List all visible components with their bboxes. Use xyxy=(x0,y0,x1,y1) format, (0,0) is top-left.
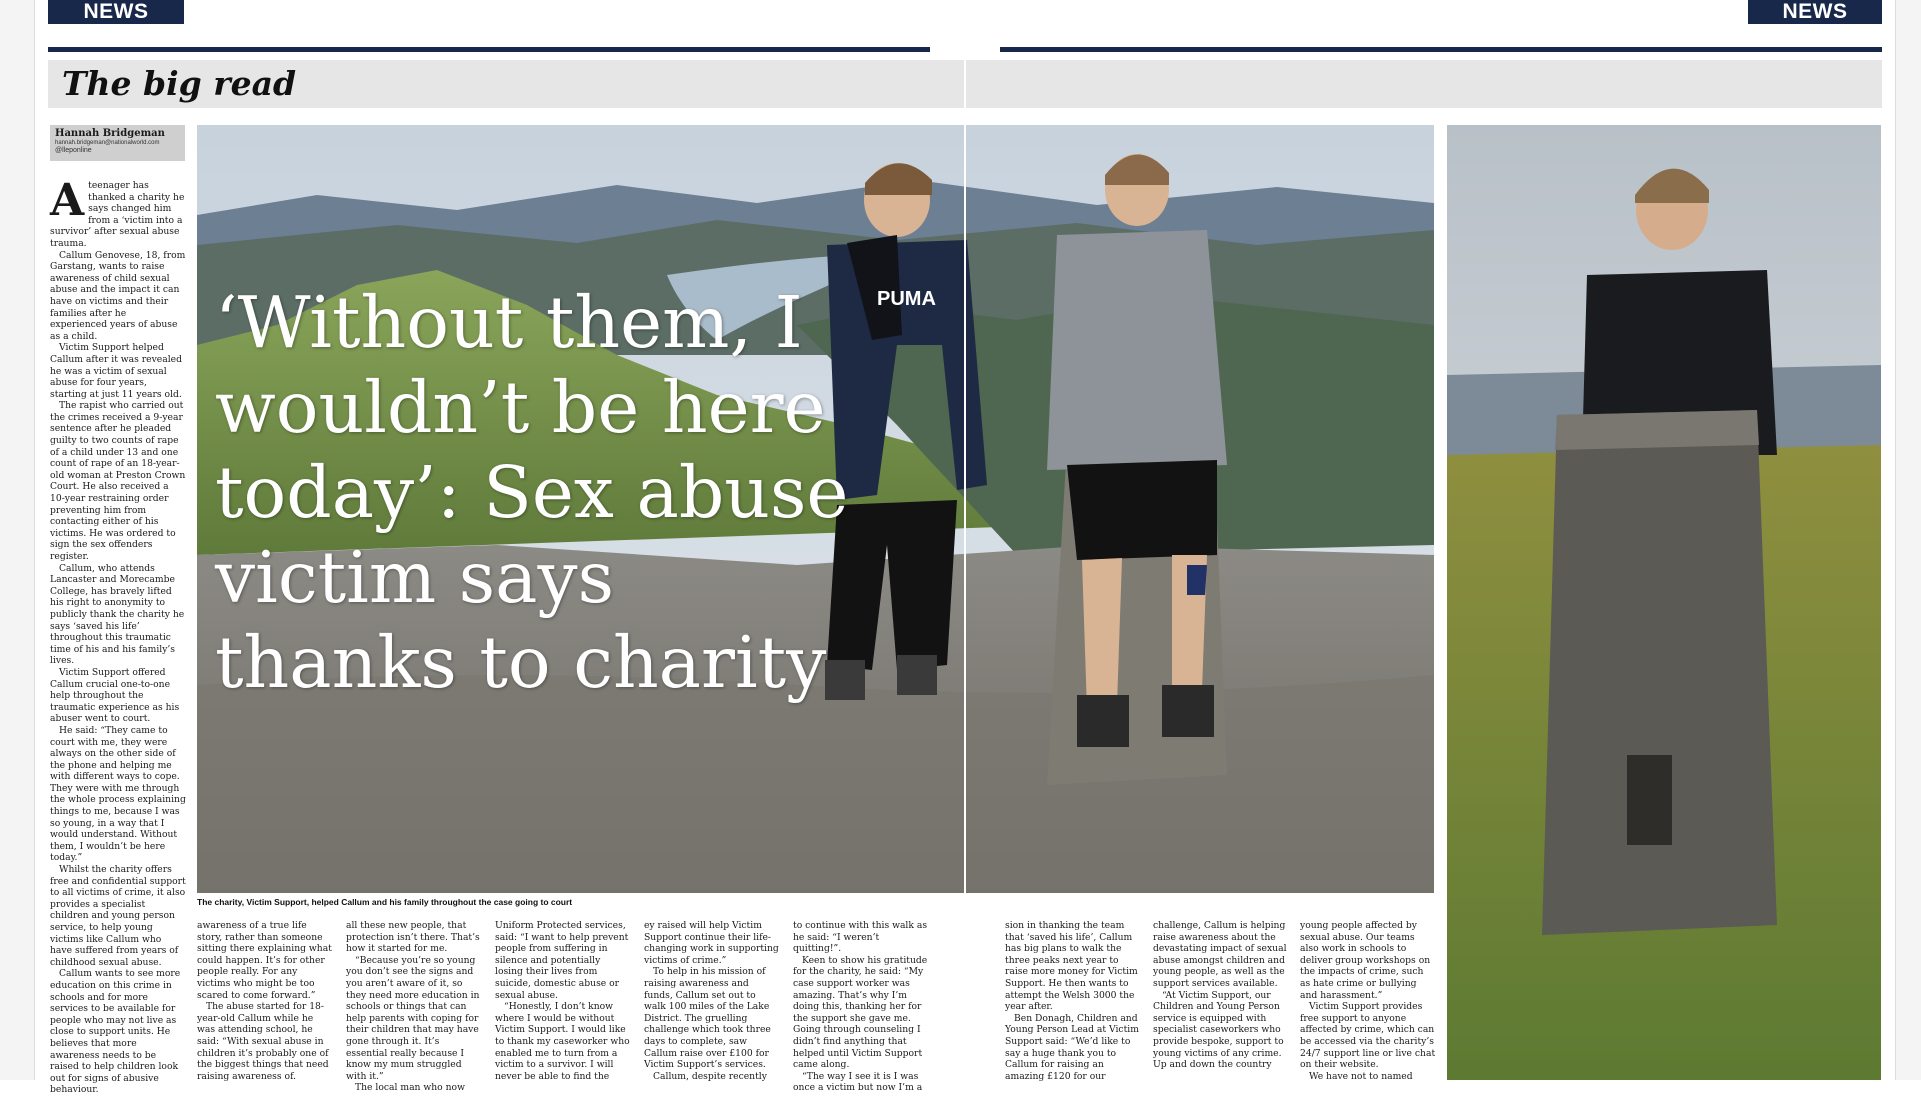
paragraph: To help in his mission of raising awareness and funds, Callum set out to walk 100 miles of the Lake District. The gruelling challenge which took three days to complete, saw Callum raise over £100 for Victim Support’s services. xyxy=(644,966,771,1071)
article-column-4 xyxy=(495,920,631,1080)
paragraph: Ben Donagh, Children and Young Person Lead at Victim Support said: “We’d like to say a huge thank you to Callum for raising an amazing £120 for our xyxy=(1005,1012,1139,1082)
paragraph: Whilst the charity offers free and confidential support to all victims of crime, it also provides a specialist children and young person service, to help young victims like Callum who have suffered from years of childhood sexual abuse. xyxy=(50,864,186,968)
byline-handle: @lleponline xyxy=(55,147,92,154)
article-column-8 xyxy=(1153,920,1289,1080)
paragraph: Callum, who attends Lancaster and Morecambe College, has bravely lifted his right to anonymity to publicly thank the charity he says ‘saved his life’ throughout this traumatic time of his and his family’s lives. xyxy=(50,562,185,667)
paragraph: “Honestly, I don’t know where I would be without Victim Support. I would like to thank my caseworker who enabled me to turn from a victim to a survivor. I will never be able to find the xyxy=(495,1001,630,1082)
spread-gutter xyxy=(964,60,966,1080)
paragraph: Keen to show his gratitude for the charity, he said: “My case support worker was amazing. That’s why I’m doing this, thanking her for the support she gave me. Going through counseling I didn’t find anything that helped until Victim Support came along. xyxy=(793,954,928,1071)
headline: ‘Without them, I wouldn’t be here today’: Sex abuse victim says thanks to charity xyxy=(215,281,849,704)
paragraph: “The way I see it is I was once a victim but now I’m a xyxy=(793,1070,923,1094)
byline xyxy=(50,125,185,161)
paragraph: “Because you’re so young you don’t see the signs and you aren’t aware of it, so they need more education in schools or things that can help parents with coping for their children that may have gone through it. It’s essential really because I know my mum struggled with it.” xyxy=(346,954,480,1082)
byline-name: Hannah Bridgeman xyxy=(55,128,165,139)
article-column-5 xyxy=(644,920,780,1080)
paragraph: awareness of a true life story, rather than someone sitting there explaining what could happen. It’s for other people really. For any victims who might be too scared to come forward.” xyxy=(197,920,332,1001)
page-edge-right xyxy=(1895,0,1921,1080)
intro-text: teenager has thanked a charity he says changed him from a ‘victim into a survivor’ after sexual abuse trauma. xyxy=(50,180,185,249)
feature-title: The big read xyxy=(62,64,297,103)
paragraph: challenge, Callum is helping raise awareness about the devastating impact of sexual abuse amongst children and young people, as well as the support services available. xyxy=(1153,920,1287,989)
top-rule-right xyxy=(1000,47,1882,52)
paragraph: Victim Support provides free support to anyone affected by crime, which can be accessed via the charity’s 24/7 support line or live chat on their website. xyxy=(1300,1001,1436,1071)
paragraph: Victim Support helped Callum after it was revealed he was a victim of sexual abuse for four years, starting at just 11 years old. xyxy=(50,342,182,400)
paragraph: “At Victim Support, our Children and Young Person service is equipped with specialist caseworkers who provide bespoke, support to young victims of any crime. Up and down the country xyxy=(1153,989,1284,1071)
news-section-badge-right: NEWS xyxy=(1748,0,1882,24)
paragraph: to continue with this walk as he said: “I weren’t quitting!”. xyxy=(793,920,928,955)
paragraph: The abuse started for 18-year-old Callum while he was attending school, he said: “With sexual abuse in children it’s probably one of the biggest things that need raising awareness of. xyxy=(197,1001,329,1082)
paragraph: Victim Support offered Callum crucial one-to-one help throughout the traumatic experience as his abuser went to court. xyxy=(50,666,180,725)
paragraph: young people affected by sexual abuse. Our teams also work in schools to deliver group workshops on the impacts of crime, such as hate crime or bullying and harassment.” xyxy=(1300,920,1431,1001)
paragraph: Callum, despite recently xyxy=(653,1070,767,1082)
page-edge-left xyxy=(0,0,35,1080)
article-column-6 xyxy=(793,920,929,1094)
dropcap: A xyxy=(50,175,85,226)
paragraph: He said: “They came to court with me, they were always on the other side of the phone and helping me with different ways to cope. They were with me through the whole process explaining things to me, because I was so young, in a way that I would understand. Without them, I wouldn’t be here today.” xyxy=(50,724,186,864)
paragraph: Callum Genovese, 18, from Garstang, wants to raise awareness of child sexual abuse and the impact it can have on victims and their families after he experienced years of abuse as a child. xyxy=(50,249,186,342)
news-section-badge-left: NEWS xyxy=(48,0,184,24)
paragraph: The rapist who carried out the crimes received a 9-year sentence after he pleaded guilty to two counts of rape of a child under 13 and one count of rape of an 18-year-old woman at Preston Crown Court. He also received a 10-year restraining order preventing him from contacting either of his victims. He was ordered to sign the sex offenders register. xyxy=(50,400,186,562)
shirt-logo-text: PUMA xyxy=(877,288,936,310)
paragraph: sion in thanking the team that ‘saved his life’, Callum has big plans to walk the three peaks next year to raise more money for Victim Support. He then wants to attempt the Welsh 3000 the year after. xyxy=(1005,920,1138,1013)
side-photo xyxy=(1447,125,1881,1080)
photo-caption: The charity, Victim Support, helped Callum and his family throughout the case going to court xyxy=(197,897,573,907)
article-column-2 xyxy=(197,920,333,1080)
paragraph: The local man who now xyxy=(355,1082,465,1094)
paragraph: Callum wants to see more education on this crime in schools and for more services to be available for people who may not live as close to support units. He believes that more awareness needs to be raised to help children look out for signs of abusive behaviour. xyxy=(50,968,181,1096)
byline-email: hannah.bridgeman@nationalworld.com xyxy=(55,140,160,146)
paragraph: We have not to named xyxy=(1309,1070,1413,1082)
top-rule-left xyxy=(48,47,930,52)
article-column-1 xyxy=(50,175,186,1096)
paragraph: all these new people, that protection isn’t there. That’s how it started for me. xyxy=(346,920,480,955)
article-column-9 xyxy=(1300,920,1436,1080)
paragraph: Uniform Protected services, said: “I want to help prevent people from suffering in silence and potentially losing their lives from suicide, domestic abuse or sexual abuse. xyxy=(495,920,629,1001)
article-intro xyxy=(50,175,186,250)
article-column-3 xyxy=(346,920,482,1094)
article-column-7 xyxy=(1005,920,1141,1080)
paragraph: ey raised will help Victim Support continue their life-changing work in supporting victims of crime.” xyxy=(644,920,779,966)
